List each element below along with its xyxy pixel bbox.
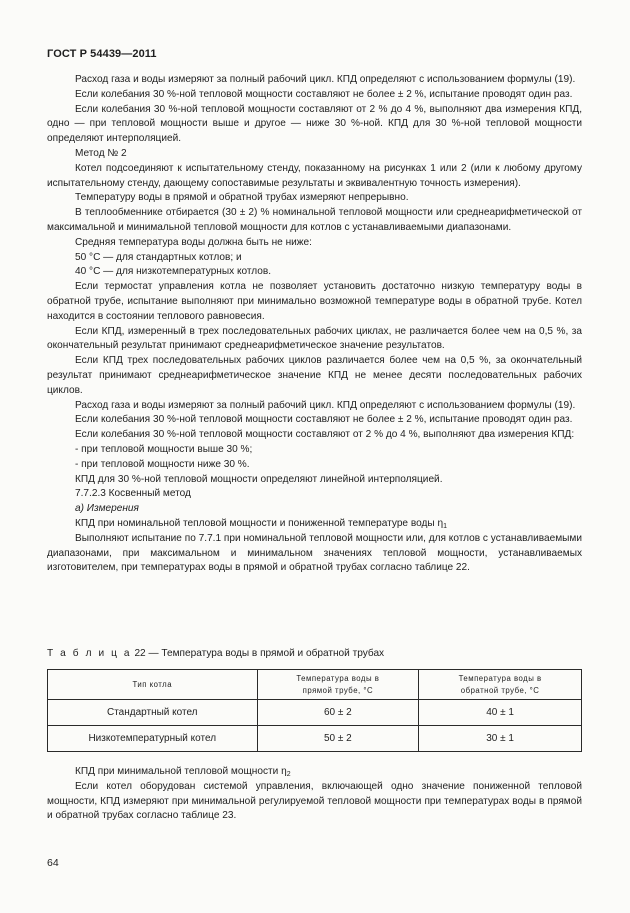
paragraph: Если колебания 30 %-ной тепловой мощности составляют не более ± 2 %, испытание проводят один раз. (75, 414, 573, 426)
table-caption-number: 22 (134, 648, 146, 659)
table-cell: 30 ± 1 (419, 726, 582, 752)
paragraph: Котел подсоединяют к испытательному стенду, показанному на рисунках 1 или 2 (или к любому другому испытательному стенду, дающему сопоставимые результаты и эквивалентную точность измерения). (47, 162, 582, 189)
paragraph: Если КПД, измеренный в трех последовательных рабочих циклах, не различается более чем на 0,5 %, за окончательный результат принимают среднеарифметическое значение результатов. (47, 325, 582, 352)
paragraph: Если колебания 30 %-ной тепловой мощности составляют не более ± 2 %, испытание проводят один раз. (75, 88, 573, 100)
header-text: Температура воды в обратной трубе, °С (458, 673, 542, 695)
table-header-row (48, 670, 582, 700)
paragraph: 50 °С — для стандартных котлов; и (75, 251, 242, 263)
table-caption (47, 647, 384, 660)
table-row (48, 726, 582, 752)
paragraph: В теплообменнике отбирается (30 ± 2) % номинальной тепловой мощности или среднеарифметической от максимальной и минимальной тепловой мощности для котлов с устанавливаемыми диапазонами. (47, 207, 582, 233)
paragraph: Расход газа и воды измеряют за полный рабочий цикл. КПД определяют с использованием формулы (19). (75, 74, 576, 85)
subsection-heading: а) Измерения (75, 503, 139, 515)
paragraph: Расход газа и воды измеряют за полный рабочий цикл. КПД определяют с использованием формулы (19). (75, 399, 576, 411)
paragraph: 40 °С — для низкотемпературных котлов. (75, 266, 272, 278)
eta2-text: КПД при минимальной тепловой мощности η (75, 766, 287, 777)
paragraph: Если колебания 30 %-ной тепловой мощности составляют от 2 % до 4 %, выполняют два измерения КПД, одно — при тепловой мощности выше и другое — ниже 30 %-ной. КПД для 30 %-ной тепловой мощности определяют интерполяцией. (47, 103, 582, 145)
paragraph: Выполняют испытание по 7.7.1 при номинальной тепловой мощности или, для котлов с устанавливаемыми диапазонами, при максимальном и минимальном значениях тепловой мощности, устанавливаемых изготовителем, при температурах воды в прямой и обратной трубах согласно таблице 22. (47, 532, 582, 574)
table-caption-dash: — (148, 648, 159, 659)
paragraph: КПД для 30 %-ной тепловой мощности определяют линейной интерполяцией. (75, 473, 443, 485)
tail-text (47, 765, 582, 824)
table-cell: Стандартный котел (48, 700, 258, 726)
list-item: - при тепловой мощности ниже 30 %. (75, 458, 250, 470)
table-caption-prefix: Т а б л и ц а (47, 648, 132, 659)
paragraph: Если колебания 30 %-ной тепловой мощности составляют от 2 % до 4 %, выполняют два измерения КПД: (75, 429, 575, 441)
table-row (48, 700, 582, 726)
body-text (47, 73, 582, 576)
paragraph: Если КПД трех последовательных рабочих циклов различается более чем на 0,5 %, за окончательный результат принимают среднеарифметическое значение КПД не менее десяти последовательных рабочих циклов. (47, 355, 582, 396)
method-heading: Метод № 2 (75, 147, 127, 159)
table-header-cell (419, 670, 582, 700)
table-cell: 50 ± 2 (257, 726, 419, 752)
table-caption-text: Температура воды в прямой и обратной трубах (161, 648, 385, 659)
paragraph: Если термостат управления котла не позволяет установить достаточно низкую температуру воды в обратной трубе, испытание выполняют при минимально возможной температуре воды в обратной трубе. Котел находится в состоянии теплового равновесия. (47, 281, 582, 322)
eta2-heading (47, 765, 582, 780)
eta1-text: КПД при номинальной тепловой мощности и пониженной температуре воды η (75, 517, 444, 529)
eta1-heading (47, 517, 582, 532)
water-temperature-table (47, 669, 582, 752)
eta1-subscript: 1 (443, 522, 447, 530)
table-cell: Низкотемпературный котел (48, 726, 258, 752)
header-text: Температура воды в прямой трубе, °С (296, 673, 380, 695)
paragraph: Средняя температура воды должна быть не ниже: (75, 236, 312, 248)
standard-header: ГОСТ Р 54439—2011 (47, 48, 157, 60)
paragraph: Если котел оборудован системой управления, включающей одно значение пониженной тепловой мощности, КПД измеряют при минимальной регулируемой тепловой мощности при температурах воды в прямой и обратной трубах согласно таблице 23. (47, 780, 582, 822)
table-header-cell: Тип котла (48, 670, 258, 700)
paragraph: Температуру воды в прямой и обратной трубах измеряют непрерывно. (75, 192, 409, 204)
page-number: 64 (47, 857, 59, 869)
table-cell: 40 ± 1 (419, 700, 582, 726)
list-item: - при тепловой мощности выше 30 %; (75, 443, 253, 455)
table-header-cell (257, 670, 419, 700)
eta2-subscript: 2 (286, 771, 291, 778)
section-heading: 7.7.2.3 Косвенный метод (75, 488, 191, 500)
table-cell: 60 ± 2 (257, 700, 419, 726)
